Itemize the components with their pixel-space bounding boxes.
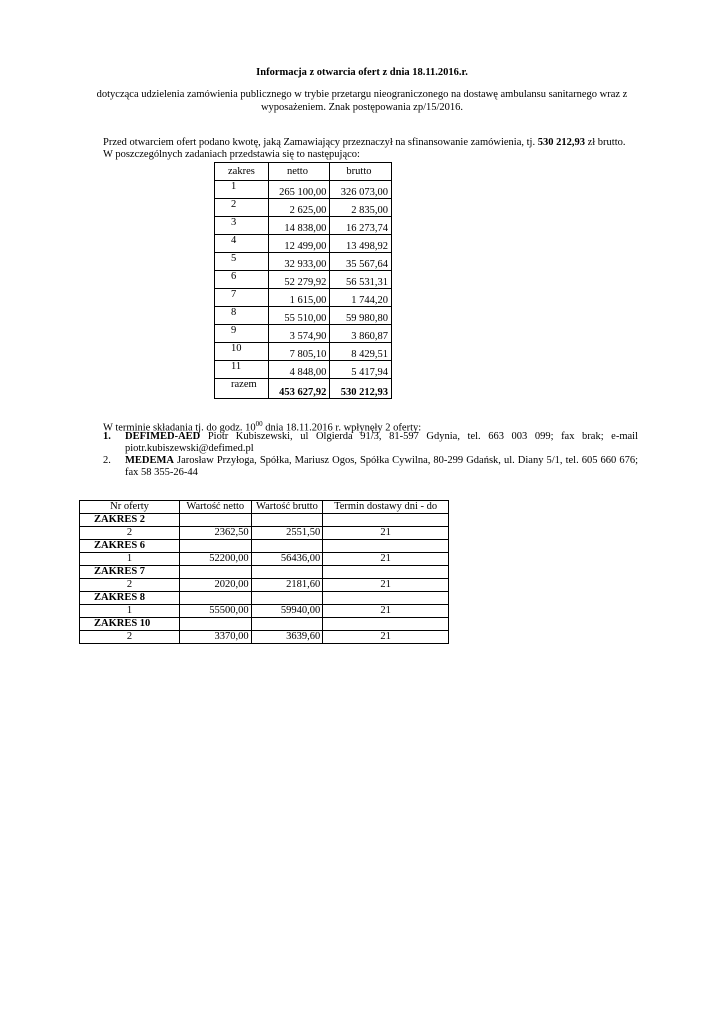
details-cell: 21	[323, 553, 449, 566]
details-cell: 52200,00	[180, 553, 252, 566]
summary-header-cell: brutto	[330, 163, 392, 181]
zakres-label: ZAKRES 10	[80, 618, 180, 631]
deadline-suffix: dnia 18.11.2016 r. wpłynęły 2 oferty:	[262, 422, 422, 434]
details-zakres-row	[80, 566, 449, 579]
summary-header-cell: netto	[268, 163, 329, 181]
summary-cell: 3 574,90	[268, 325, 329, 343]
details-cell: 3370,00	[180, 631, 252, 644]
details-zakres-row	[80, 618, 449, 631]
zakres-label: ZAKRES 7	[80, 566, 180, 579]
summary-cell: 8 429,51	[330, 343, 392, 361]
offer-item	[103, 455, 638, 479]
intro-prefix: Przed otwarciem ofert podano kwotę, jaką Zamawiający przeznaczył na sfinansowanie zamówienia, tj.	[103, 137, 536, 148]
intro-text	[103, 137, 663, 161]
details-header-cell: Nr oferty	[80, 501, 180, 514]
empty-cell	[251, 514, 323, 527]
details-cell: 59940,00	[251, 605, 323, 618]
details-header-row	[80, 501, 449, 514]
summary-cell: 35 567,64	[330, 253, 392, 271]
offer-company-name: DEFIMED-AED	[125, 431, 201, 442]
summary-cell: 56 531,31	[330, 271, 392, 289]
summary-cell: 11	[215, 361, 269, 379]
summary-body	[215, 181, 392, 399]
summary-cell: 5	[215, 253, 269, 271]
details-offer-row	[80, 579, 449, 592]
zakres-label: ZAKRES 2	[80, 514, 180, 527]
details-cell: 2	[80, 579, 180, 592]
empty-cell	[323, 566, 449, 579]
summary-cell: 3 860,87	[330, 325, 392, 343]
summary-cell: 12 499,00	[268, 235, 329, 253]
zakres-label: ZAKRES 8	[80, 592, 180, 605]
details-offer-row	[80, 605, 449, 618]
empty-cell	[323, 592, 449, 605]
summary-header-row	[215, 163, 392, 181]
summary-cell: 7 805,10	[268, 343, 329, 361]
summary-cell: 10	[215, 343, 269, 361]
empty-cell	[251, 592, 323, 605]
summary-row	[215, 181, 392, 199]
details-cell: 2020,00	[180, 579, 252, 592]
details-cell: 21	[323, 579, 449, 592]
details-cell: 21	[323, 631, 449, 644]
intro-line-1	[103, 137, 663, 149]
offers-details-table	[79, 500, 449, 644]
details-header-cell: Termin dostawy dni - do	[323, 501, 449, 514]
summary-total-cell: 453 627,92	[268, 379, 329, 399]
details-header-cell: Wartość brutto	[251, 501, 323, 514]
empty-cell	[323, 618, 449, 631]
empty-cell	[180, 540, 252, 553]
summary-total-row	[215, 379, 392, 399]
summary-cell: 6	[215, 271, 269, 289]
summary-cell: 3	[215, 217, 269, 235]
summary-row	[215, 289, 392, 307]
empty-cell	[251, 618, 323, 631]
summary-cell: 1	[215, 181, 269, 199]
details-cell: 21	[323, 605, 449, 618]
summary-total-cell: 530 212,93	[330, 379, 392, 399]
summary-cell: 5 417,94	[330, 361, 392, 379]
document-subject: dotycząca udzielenia zamówienia publicznego w trybie przetargu nieograniczonego na dostawę ambulansu sanitarnego wraz z wyposażeniem. Znak postępowania zp/15/2016.	[96, 89, 628, 113]
summary-cell: 4 848,00	[268, 361, 329, 379]
summary-row	[215, 361, 392, 379]
details-cell: 2	[80, 631, 180, 644]
offer-number: 1.	[103, 431, 111, 442]
details-offer-row	[80, 527, 449, 540]
summary-row	[215, 325, 392, 343]
summary-header-cell: zakres	[215, 163, 269, 181]
summary-row	[215, 307, 392, 325]
document-title: Informacja z otwarcia ofert z dnia 18.11.2016.r.	[256, 67, 468, 78]
zakres-label: ZAKRES 6	[80, 540, 180, 553]
summary-cell: 1 615,00	[268, 289, 329, 307]
details-cell: 2	[80, 527, 180, 540]
details-cell: 1	[80, 605, 180, 618]
empty-cell	[180, 592, 252, 605]
offer-company-name: MEDEMA	[125, 455, 174, 466]
details-cell: 3639,60	[251, 631, 323, 644]
summary-cell: 59 980,80	[330, 307, 392, 325]
summary-cell: 52 279,92	[268, 271, 329, 289]
summary-row	[215, 271, 392, 289]
summary-cell: 2 835,00	[330, 199, 392, 217]
summary-table	[214, 162, 392, 399]
details-cell: 2362,50	[180, 527, 252, 540]
empty-cell	[180, 514, 252, 527]
deadline-prefix: W terminie składania tj. do godz. 10	[103, 422, 256, 434]
deadline-sup: 00	[255, 420, 263, 428]
summary-cell: 326 073,00	[330, 181, 392, 199]
details-body	[80, 514, 449, 644]
summary-cell: 55 510,00	[268, 307, 329, 325]
summary-row	[215, 199, 392, 217]
summary-cell: 13 498,92	[330, 235, 392, 253]
summary-row	[215, 235, 392, 253]
details-cell: 2551,50	[251, 527, 323, 540]
summary-cell: 16 273,74	[330, 217, 392, 235]
empty-cell	[251, 566, 323, 579]
empty-cell	[323, 540, 449, 553]
summary-cell: 32 933,00	[268, 253, 329, 271]
details-zakres-row	[80, 514, 449, 527]
details-offer-row	[80, 631, 449, 644]
empty-cell	[323, 514, 449, 527]
summary-cell: 2 625,00	[268, 199, 329, 217]
details-cell: 1	[80, 553, 180, 566]
empty-cell	[251, 540, 323, 553]
summary-cell: 14 838,00	[268, 217, 329, 235]
details-zakres-row	[80, 592, 449, 605]
empty-cell	[180, 618, 252, 631]
empty-cell	[180, 566, 252, 579]
summary-row	[215, 217, 392, 235]
summary-cell: 9	[215, 325, 269, 343]
details-cell: 21	[323, 527, 449, 540]
offer-details: Piotr Kubiszewski, ul Olgierda 91/3, 81-597 Gdynia, tel. 663 003 099; fax brak; e-mail piotr.kubiszewski@defimed.pl	[125, 431, 638, 454]
summary-row	[215, 343, 392, 361]
details-zakres-row	[80, 540, 449, 553]
offer-item	[103, 431, 638, 455]
summary-cell: 4	[215, 235, 269, 253]
summary-total-cell: razem	[215, 379, 269, 399]
details-cell: 55500,00	[180, 605, 252, 618]
details-header-cell: Wartość netto	[180, 501, 252, 514]
offer-details: Jarosław Przyłoga, Spółka, Mariusz Ogos, Spółka Cywilna, 80-299 Gdańsk, ul. Diany 5/1, tel. 605 660 676; fax 58 355-26-44	[125, 455, 638, 478]
offer-number: 2.	[103, 455, 111, 466]
summary-cell: 2	[215, 199, 269, 217]
summary-cell: 8	[215, 307, 269, 325]
summary-row	[215, 253, 392, 271]
budget-amount: 530 212,93	[537, 137, 585, 148]
details-offer-row	[80, 553, 449, 566]
summary-cell: 265 100,00	[268, 181, 329, 199]
details-cell: 56436,00	[251, 553, 323, 566]
details-cell: 2181,60	[251, 579, 323, 592]
intro-line-2: W poszczególnych zadaniach przedstawia się to następująco:	[103, 149, 360, 160]
intro-suffix: zł brutto.	[587, 137, 626, 148]
summary-cell: 7	[215, 289, 269, 307]
summary-cell: 1 744,20	[330, 289, 392, 307]
offers-list	[103, 431, 638, 479]
